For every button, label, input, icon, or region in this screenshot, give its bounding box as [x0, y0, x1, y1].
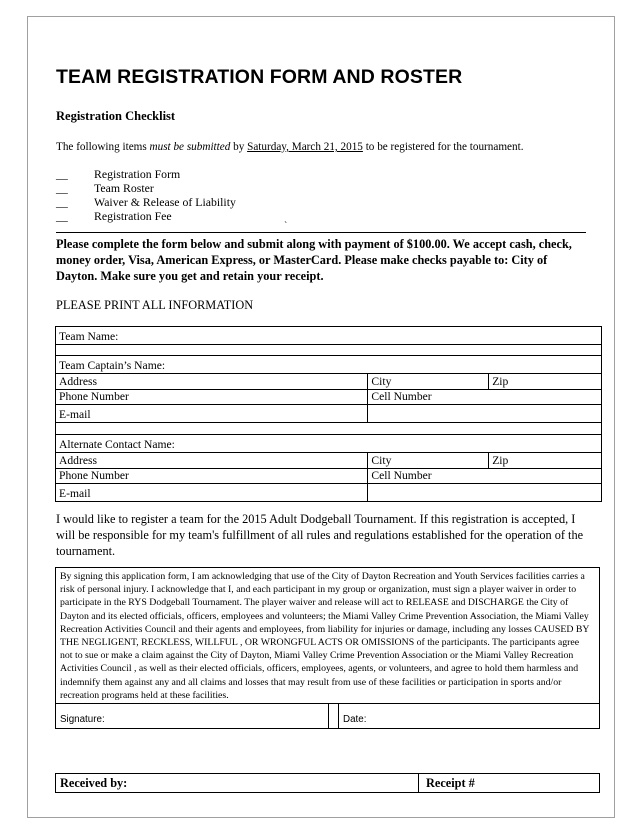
checklist-item[interactable]: __ Waiver & Release of Liability [56, 195, 236, 209]
registration-table [55, 326, 602, 502]
alternate-email-field[interactable]: E-mail [56, 484, 368, 502]
section-divider [56, 232, 586, 233]
alternate-address-field[interactable]: Address [56, 453, 368, 469]
signature-label: Signature: [60, 714, 105, 725]
spacer-row [56, 345, 602, 356]
alternate-cell-field[interactable]: Cell Number [368, 468, 602, 484]
waiver-text: By signing this application form, I am acknowledging that use of the City of Dayton Recreation and Youth Services facilities carries a risk of personal injury. I acknowledge that I, and each participant in my group or organization, must sign a player waiver in order to participate in the RYS Dodgeball Tournament. The player waiver and release will act to RELEASE and DISCHARGE the City of Dayton and its elected officials, officers, employees and volunteers; the Miami Valley Crime Prevention Association, the Miami Valley Recreation Activities Council and their agents and employees, from liability for injuries or damage, including any losses CAUSED BY THE NEGLIGENT, RECKLESS, WILLFUL , OR WRONGFUL ACTS OR OMISSIONS of the participants. The participants agree not to sue or make a claim against the City of Dayton, Miami Valley Crime Prevention Association or the Miami Valley Recreation Activities Council , as well as their elected officials, officers, employees, agents, or volunteers, and agree to hold them harmless and indemnify them against any and all claims and losses that may result from use of these facilities or participation in sports and/or recreation programs held at these facilities. [60, 571, 590, 701]
intro-emphasis: must be submitted [149, 141, 231, 153]
print-instruction: PLEASE PRINT ALL INFORMATION [56, 298, 254, 312]
waiver-box [55, 567, 600, 729]
receipt-divider [418, 774, 419, 792]
checklist-item[interactable]: __ Registration Form [56, 167, 181, 181]
checklist-item[interactable]: __ Team Roster [56, 181, 154, 195]
office-use-row [55, 773, 600, 793]
captain-email-extra[interactable] [368, 405, 602, 423]
alternate-phone-field[interactable]: Phone Number [56, 468, 368, 484]
signature-field[interactable] [56, 704, 329, 729]
stray-mark: ` [284, 221, 288, 232]
intro-text: The following items must be submitted by Saturday, March 21, 2015 to be registered for the tournament. [56, 141, 524, 153]
received-by-field[interactable]: Received by: [60, 776, 128, 790]
date-label: Date: [343, 714, 367, 725]
page-title: TEAM REGISTRATION FORM AND ROSTER [56, 66, 463, 88]
spacer-row [56, 423, 602, 435]
alternate-city-field[interactable]: City [368, 453, 489, 469]
alternate-name-field[interactable]: Alternate Contact Name: [56, 435, 602, 453]
captain-name-field[interactable]: Team Captain’s Name: [56, 356, 602, 374]
team-name-field[interactable]: Team Name: [56, 327, 602, 345]
captain-zip-field[interactable]: Zip [489, 374, 602, 390]
captain-email-field[interactable]: E-mail [56, 405, 368, 423]
captain-address-field[interactable]: Address [56, 374, 368, 390]
checklist-item[interactable]: __ Registration Fee [56, 209, 172, 223]
registration-declaration: I would like to register a team for the 2015 Adult Dodgeball Tournament. If this registration is accepted, I will be responsible for my team's fulfillment of all rules and regulations established for the operation of the tournament. [56, 512, 584, 558]
captain-phone-field[interactable]: Phone Number [56, 389, 368, 405]
checklist-heading: Registration Checklist [56, 109, 176, 123]
deadline-date: Saturday, March 21, 2015 [247, 141, 363, 153]
captain-city-field[interactable]: City [368, 374, 489, 390]
signature-row [56, 703, 599, 729]
captain-cell-field[interactable]: Cell Number [368, 389, 602, 405]
date-field[interactable] [338, 704, 589, 729]
alternate-email-extra[interactable] [368, 484, 602, 502]
receipt-number-field[interactable]: Receipt # [426, 776, 475, 790]
alternate-zip-field[interactable]: Zip [489, 453, 602, 469]
payment-notice: Please complete the form below and submit along with payment of $100.00. We accept cash, check, money order, Visa, American Express, or MasterCard. Please make checks payable to: City of Dayton. Make sure you get and retain your receipt. [56, 237, 572, 283]
